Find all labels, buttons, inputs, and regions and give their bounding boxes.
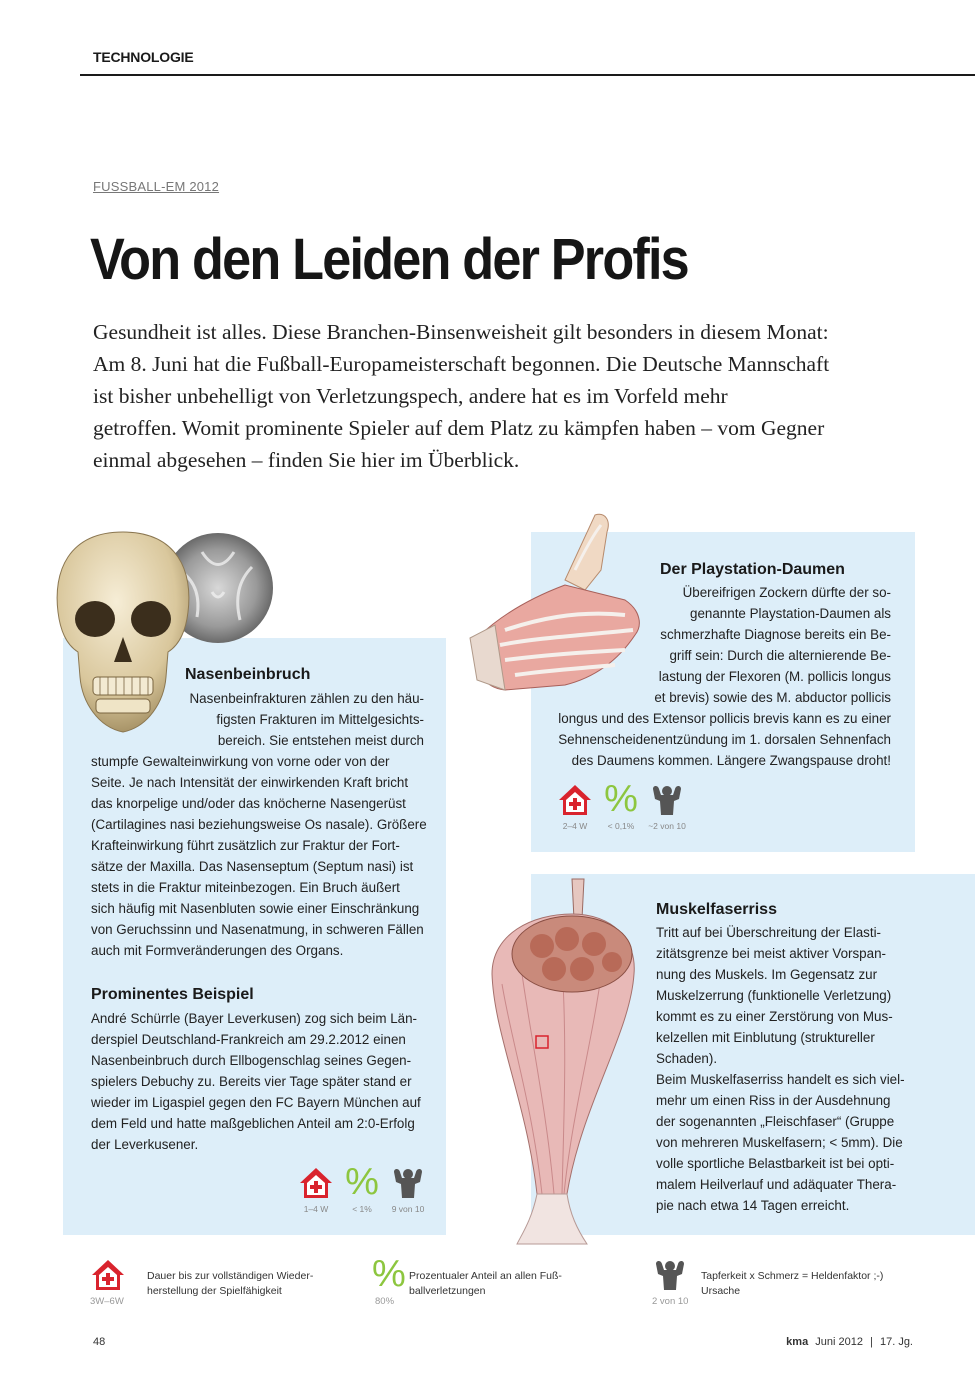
house-cross-icon [90,1258,126,1292]
muscle-line: pie nach etwa 14 Tagen erreicht. [656,1198,850,1213]
thumb-line: Übereifrigen Zockern dürfte der so- [682,585,891,600]
nose-duration-stat [298,1166,334,1214]
example-line: derspiel Deutschland-Frankreich am 29.2.2012 einen [91,1032,406,1047]
article-kicker[interactable]: FUSSBALL-EM 2012 [93,179,220,194]
example-body [91,1008,424,1155]
nose-hero-value: 9 von 10 [391,1204,425,1214]
thumb-duration-stat [557,783,593,831]
example-line: dem Feld und hatte maßgeblichen Anteil am 2:0-Erfolg [91,1116,415,1131]
lead-line: ist bisher unbehelligt von Verletzungspech, andere hat es im Vorfeld mehr [93,384,728,408]
legend-duration-text [147,1269,313,1299]
thumb-line: et brevis) sowie des M. abductor pollicis [654,690,891,705]
thumb-percent-value: < 0,1% [607,821,635,831]
thumb-line: griff sein: Durch die alternierende Be- [669,648,891,663]
page-number: 48 [93,1336,106,1348]
thumb-stats [557,778,686,831]
article-headline: Von den Leiden der Profis [90,227,688,292]
thumb-line: lastung der Flexoren (M. pollicis longus [658,669,891,684]
muscle-line: Muskelzerrung (funktionelle Verletzung) [656,988,892,1003]
thumb-percent-stat [603,778,639,831]
legend-hero-value: 2 von 10 [652,1296,689,1307]
nose-line: bereich. Sie entstehen meist durch [217,733,424,748]
nose-line: Krafteinwirkung führt zusätzlich zur Fraktur der Fort- [91,838,400,853]
thumb-line: longus und des Extensor pollicis brevis kann es zu einer [558,711,891,726]
muscle-line: Tritt auf bei Überschreitung der Elasti- [656,925,882,940]
thumb-hero-value: ~2 von 10 [648,821,686,831]
thumb-line: des Daumens kommen. Längere Zwangspause droht! [571,753,891,768]
section-label: TECHNOLOGIE [93,49,194,65]
muscle-line: kommt es zu einer Zerstörung von Mus- [656,1009,893,1024]
legend-percent-value: 80% [375,1296,395,1307]
nose-line: stumpfe Gewalteinwirkung von vorne oder von der [91,754,390,769]
house-cross-icon [557,783,593,817]
house-cross-icon [298,1166,334,1200]
lead-line: Am 8. Juni hat die Fußball-Europameisterschaft begonnen. Die Deutsche Mannschaft [93,352,830,376]
example-line: spielers Debuchy zu. Bereits vier Tage später stand er [91,1074,412,1089]
percent-icon: % [372,1253,406,1295]
strongman-icon [390,1166,426,1200]
legend-line: Tapferkeit x Schmerz = Heldenfaktor ;-) [701,1270,884,1282]
thumb-line: schmerzhafte Diagnose bereits ein Be- [660,627,891,642]
muscle-line: zitätsgrenze bei meist aktiver Vorspan- [656,946,886,961]
muscle-body [656,922,906,1216]
muscle-line: Schaden). [656,1051,718,1066]
muscle-illustration [472,874,647,1259]
nose-body [91,688,427,961]
thumb-hero-stat [649,783,685,831]
percent-icon: % [345,1161,379,1203]
legend-line: Dauer bis zur vollständigen Wieder- [147,1270,314,1282]
nose-line: Nasenbeinfrakturen zählen zu den häu- [189,691,424,706]
nose-line: Seite. Je nach Intensität der einwirkenden Kraft bricht [91,775,409,790]
nose-line: sich häufig mit Nasenbluten sowie einer Einschränkung [91,901,420,916]
nose-line: figsten Frakturen im Mittelgesichts- [216,712,424,727]
nose-line: das knorpelige und/oder das knöcherne Nasengerüst [91,796,406,811]
nose-line: (Cartilagines nasi beziehungsweise Os nasale). Größere [91,817,427,832]
nose-line: auch mit Formveränderungen des Organs. [91,943,344,958]
legend-percent-text [409,1269,562,1299]
header-rule [80,74,975,76]
muscle-line: malem Heilverlauf und adäquater Thera- [656,1177,897,1192]
nose-title: Nasenbeinbruch [185,666,311,683]
muscle-line: von mehreren Muskelfasern; < 5mm). Die [656,1135,903,1150]
nose-percent-value: < 1% [352,1204,372,1214]
muscle-line: Beim Muskelfaserriss handelt es sich viel- [656,1072,905,1087]
muscle-title: Muskelfaserriss [656,901,777,918]
lead-line: Gesundheit ist alles. Diese Branchen-Binsenweisheit gilt besonders in diesem Monat: [93,320,829,344]
muscle-line: mehr um einen Riss in der Ausdehnung [656,1093,891,1108]
nose-line: stets in die Fraktur miteinbezogen. Ein Bruch äußert [91,880,400,895]
legend-line: Ursache [701,1285,741,1297]
issue-date: Juni 2012 [815,1336,863,1348]
muscle-line: volle sportliche Belastbarkeit ist bei opti- [656,1156,895,1171]
percent-icon: % [604,778,638,820]
article-lead [93,316,893,476]
nose-duration-value: 1–4 W [303,1204,329,1214]
legend-line: herstellung der Spielfähigkeit [147,1285,282,1297]
muscle-line: nung des Muskels. Im Gegensatz zur [656,967,878,982]
example-line: Nasenbeinbruch durch Ellbogenschlag seines Gegen- [91,1053,412,1068]
example-line: wieder im Ligaspiel gegen den FC Bayern München auf [91,1095,421,1110]
strongman-icon [649,783,685,817]
legend-line: ballverletzungen [409,1285,486,1297]
muscle-line: der sogenannten „Fleischfaser“ (Gruppe [656,1114,895,1129]
thumb-body [550,582,891,771]
thumb-title: Der Playstation-Daumen [660,561,845,578]
muscle-line: kelzellen mit Einblutung (struktureller [656,1030,875,1045]
lead-line: getroffen. Womit prominente Spieler auf dem Platz zu kämpfen haben – vom Gegner [93,416,825,440]
example-line: der Leverkusener. [91,1137,199,1152]
nose-stats [298,1161,426,1214]
nose-line: sätze der Maxilla. Das Nasenseptum (Septum nasi) ist [91,859,414,874]
strongman-icon [652,1258,688,1292]
thumb-line: Sehnenscheidenentzündung im 1. dorsalen Sehnenfach [558,732,891,747]
legend-duration-value: 3W–6W [90,1296,124,1307]
nose-line: von Geruchssinn und Nasenatmung, in schweren Fällen [91,922,424,937]
legend-line: Prozentualer Anteil an allen Fuß- [409,1270,562,1282]
nose-hero-stat [390,1166,426,1214]
thumb-line: genannte Playstation-Daumen als [690,606,891,621]
example-title: Prominentes Beispiel [91,986,254,1003]
volume: 17. Jg. [879,1336,913,1348]
example-line: André Schürrle (Bayer Leverkusen) zog sich beim Län- [91,1011,417,1026]
nose-percent-stat [344,1161,380,1214]
legend-hero-text [701,1269,883,1299]
footer-info [786,1336,913,1348]
lead-line: einmal abgesehen – finden Sie hier im Überblick. [93,448,520,472]
footer-separator: | [870,1336,873,1348]
thumb-duration-value: 2–4 W [562,821,588,831]
brand-logo: kma [786,1336,809,1348]
